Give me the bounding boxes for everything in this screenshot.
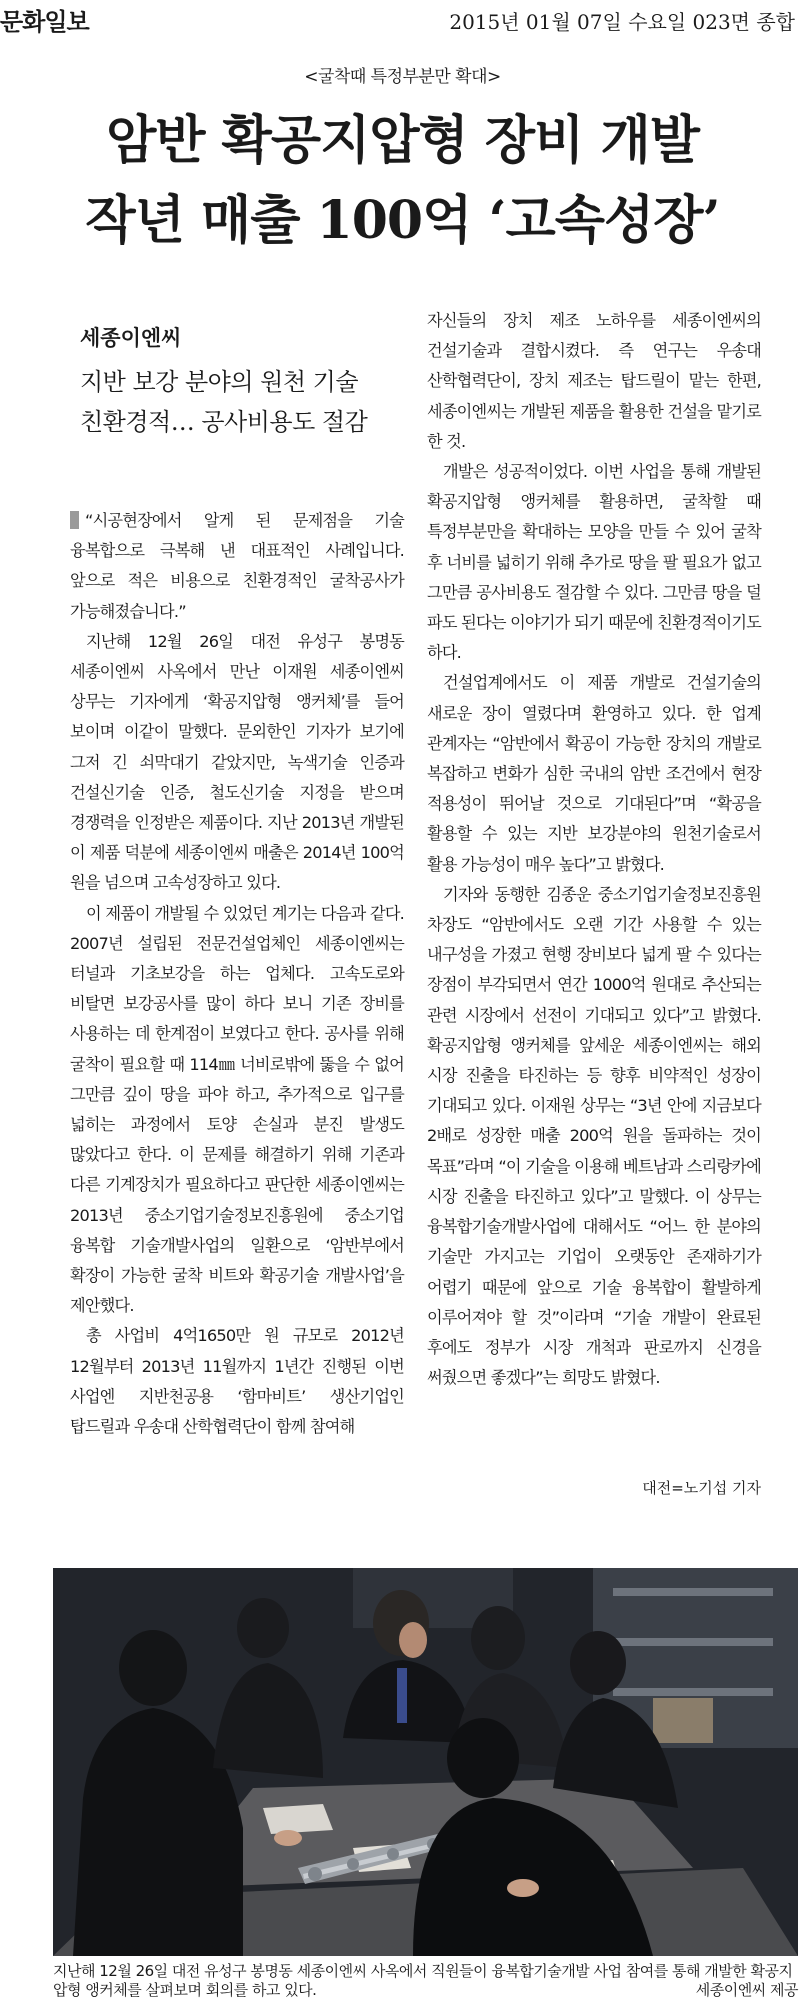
body-paragraph: 지난해 12월 26일 대전 유성구 봉명동 세종이엔씨 사옥에서 만난 이재원 세종이엔씨 상무는 기자에게 ‘확공지압형 앵커체’를 들어 보이며 이같이 말했다. 문외한인 기자가 보기에 그저 긴 쇠막대기 같았지만, 녹색기술 인증과 건설신기술 인증, 철도신기술 지정을 받으며 경쟁력을 인정받은 제품이다. 지난 2013년 개발된 이 제품 덕분에 세종이엔씨 매출은 2014년 100억 원을 넘으며 고속성장하고 있다. — [70, 631, 404, 893]
company-name: 세종이엔씨 — [80, 326, 182, 350]
lead-paragraph — [70, 506, 404, 627]
body-paragraph: 총 사업비 4억1650만 원 규모로 2012년 12월부터 2013년 11월까지 1년간 진행된 이번 사업엔 지반천공용 ‘함마비트’ 생산기업인 탑드릴과 우송대 산학협력단이 함께 참여해 — [70, 1326, 404, 1437]
photo-credit: 세종이엔씨 제공 — [695, 1981, 798, 1999]
masthead — [0, 0, 805, 40]
photo-caption — [53, 1962, 798, 2000]
news-photo — [53, 1568, 798, 1956]
body-paragraph: 이 제품이 개발될 수 있었던 계기는 다음과 같다. 2007년 설립된 전문건설업체인 세종이엔씨는 터널과 기초보강을 하는 업체다. 고속도로와 비탈면 보강공사를 많이 하다 보니 기존 장비를 사용하는 데 한계점이 보였다고 한다. 공사를 위해 굴착이 필요할 때 114㎜ 너비로밖에 뚫을 수 없어 그만큼 깊이 땅을 파야 하고, 추가적으로 입구를 넓히는 과정에서 토양 손실과 분진 발생도 많았다고 한다. 이 문제를 해결하기 위해 기존과 다른 기계장치가 필요하다고 판단한 세종이엔씨는 2013년 중소기업기술정보진흥원에 중소기업 융복합 기술개발사업의 일환으로 ‘암반부에서 확장이 가능한 굴착 비트와 확공기술 개발사업’을 제안했다. — [70, 903, 404, 1316]
body-paragraph: 개발은 성공적이었다. 이번 사업을 통해 개발된 확공지압형 앵커체를 활용하면, 굴착할 때 특정부분만을 확대하는 모양을 만들 수 있어 굴착 후 너비를 넓히기 위해 추가로 땅을 팔 필요가 없고 그만큼 공사비용도 절감할 수 있다. 그만큼 땅을 덜 파도 된다는 이야기가 되기 때문에 친환경적이기도 하다. — [427, 462, 761, 663]
article-column-right — [427, 306, 761, 1393]
body-paragraph: 자신들의 장치 제조 노하우를 세종이엔씨의 건설기술과 결합시켰다. 즉 연구는 우송대 산학협력단이, 장치 제조는 탑드릴이 맡는 한편, 세종이엔씨는 개발된 제품을 활용한 건설을 맡기로 한 것. — [427, 311, 761, 451]
subhead-line-2: 친환경적… 공사비용도 절감 — [80, 408, 368, 436]
article-column-left — [70, 506, 404, 1442]
kicker: <굴착때 특정부분만 확대> — [304, 67, 501, 87]
byline: 대전=노기섭 기자 — [642, 1479, 761, 1497]
caption-text: 지난해 12월 26일 대전 유성구 봉명동 세종이엔씨 사옥에서 직원들이 융복합기술개발 사업 참여를 통해 개발한 확공지압형 앵커체를 살펴보며 회의를 하고 있다. — [53, 1962, 793, 1999]
subhead-line-1: 지반 보강 분야의 원천 기술 — [80, 368, 359, 396]
body-paragraph: 기자와 동행한 김종운 중소기업기술정보진흥원 차장도 “암반에서도 오랜 기간 사용할 수 있는 내구성을 가졌고 현행 장비보다 넓게 팔 수 있다는 장점이 부각되면서 연간 1000억 원대로 추산되는 관련 시장에서 선전이 기대되고 있다”고 밝혔다. 확공지압형 앵커체를 앞세운 세종이엔씨는 해외 시장 진출을 타진하는 등 향후 비약적인 성장이 기대되고 있다. 이재원 상무는 “3년 안에 지금보다 2배로 성장한 매출 200억 원을 돌파하는 것이 목표”라며 “이 기술을 이용해 베트남과 스리랑카에 시장 진출을 타진하고 있다”고 말했다. 이 상무는 융복합기술개발사업에 대해서도 “어느 한 분야의 기술만 가지고는 기업이 오랫동안 존재하기가 어렵기 때문에 앞으로 기술 융복합이 활발하게 이루어져야 할 것”이라며 “기술 개발이 완료된 후에도 정부가 시장 개척과 판로까지 신경을 써줬으면 좋겠다”는 희망도 밝혔다. — [427, 884, 761, 1388]
body-paragraph: 건설업계에서도 이 제품 개발로 건설기술의 새로운 장이 열렸다며 환영하고 있다. 한 업계 관계자는 “암반에서 확공이 가능한 장치의 개발로 복잡하고 변화가 심한 국내의 암반 조건에서 현장 적용성이 뛰어날 것으로 기대된다”며 “확공을 활용할 수 있는 지반 보강분야의 원천기술로서 활용 가능성이 매우 높다”고 밝혔다. — [427, 673, 761, 874]
meeting-photo-illustration — [53, 1568, 798, 1956]
headline-line-1: 암반 확공지압형 장비 개발 — [106, 110, 699, 171]
headline-line-2: 작년 매출 100억 ‘고속성장’ — [85, 190, 720, 251]
dateline: 2015년 01월 07일 수요일 023면 종합 — [449, 10, 795, 34]
paper-name: 문화일보 — [0, 8, 89, 36]
lead-marker-icon — [70, 511, 79, 529]
lead-paragraph-text: “시공현장에서 알게 된 문제점을 기술 융복합으로 극복해 낸 대표적인 사례입니다. 앞으로 적은 비용으로 친환경적인 굴착공사가 가능해졌습니다.” — [70, 511, 404, 621]
